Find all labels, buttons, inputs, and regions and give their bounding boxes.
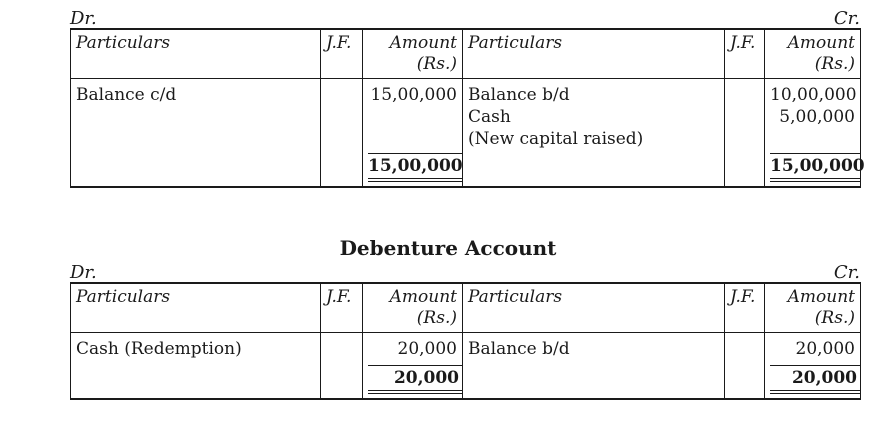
credit-jf xyxy=(725,79,765,153)
unit-label-left: (Rs.) xyxy=(416,54,457,74)
particulars-header-right: Particulars xyxy=(463,29,725,79)
credit-total: 15,00,000 xyxy=(770,153,860,182)
ledger-account-1 xyxy=(70,8,865,188)
amount-header-left xyxy=(363,29,463,79)
amount-label-right: Amount xyxy=(787,287,855,307)
amount-header-right xyxy=(765,29,861,79)
credit-amount: 5,00,000 xyxy=(779,107,855,127)
credit-amounts xyxy=(765,79,861,153)
debit-jf xyxy=(321,79,363,153)
credit-particular-line: (New capital raised) xyxy=(468,129,644,149)
particulars-header-left: Particulars xyxy=(71,283,321,333)
total-row xyxy=(71,153,861,187)
particulars-header-left: Particulars xyxy=(71,29,321,79)
jf-header-left: J.F. xyxy=(321,29,363,79)
header-row xyxy=(71,283,861,333)
debit-particular: Balance c/d xyxy=(71,79,321,153)
credit-particulars xyxy=(463,79,725,153)
credit-jf xyxy=(725,333,765,365)
credit-particular-line: Balance b/d xyxy=(468,85,570,105)
table-row xyxy=(71,333,861,365)
account-title: Debenture Account xyxy=(339,236,557,260)
dr-label: Dr. xyxy=(70,262,97,283)
unit-label-left: (Rs.) xyxy=(416,308,457,328)
dr-cr-row xyxy=(70,262,860,282)
unit-label-right: (Rs.) xyxy=(814,308,855,328)
amount-label-left: Amount xyxy=(389,33,457,53)
cr-label: Cr. xyxy=(833,8,860,29)
amount-header-left xyxy=(363,283,463,333)
debit-total: 15,00,000 xyxy=(368,153,462,182)
ledger-table-1 xyxy=(70,28,865,188)
amount-header-right xyxy=(765,283,861,333)
total-row xyxy=(71,365,861,399)
debit-total: 20,000 xyxy=(368,365,462,394)
jf-header-right: J.F. xyxy=(725,29,765,79)
credit-particular: Balance b/d xyxy=(463,333,725,365)
debit-particular: Cash (Redemption) xyxy=(71,333,321,365)
cr-label: Cr. xyxy=(833,262,860,283)
jf-header-right: J.F. xyxy=(725,283,765,333)
dr-cr-row xyxy=(70,8,860,28)
amount-label-left: Amount xyxy=(389,287,457,307)
debit-jf xyxy=(321,333,363,365)
credit-amount: 10,00,000 xyxy=(770,85,857,105)
jf-header-left: J.F. xyxy=(321,283,363,333)
particulars-header-right: Particulars xyxy=(463,283,725,333)
credit-total: 20,000 xyxy=(770,365,860,394)
table-row xyxy=(71,79,861,153)
amount-label-right: Amount xyxy=(787,33,855,53)
credit-amount: 20,000 xyxy=(765,333,861,365)
ledger-table-2 xyxy=(70,282,861,400)
ledger-account-2 xyxy=(70,262,860,400)
credit-particular-line: Cash xyxy=(468,107,511,127)
debit-amount: 20,000 xyxy=(363,333,463,365)
unit-label-right: (Rs.) xyxy=(814,54,855,74)
dr-label: Dr. xyxy=(70,8,97,29)
header-row xyxy=(71,29,861,79)
debit-amount: 15,00,000 xyxy=(363,79,463,153)
